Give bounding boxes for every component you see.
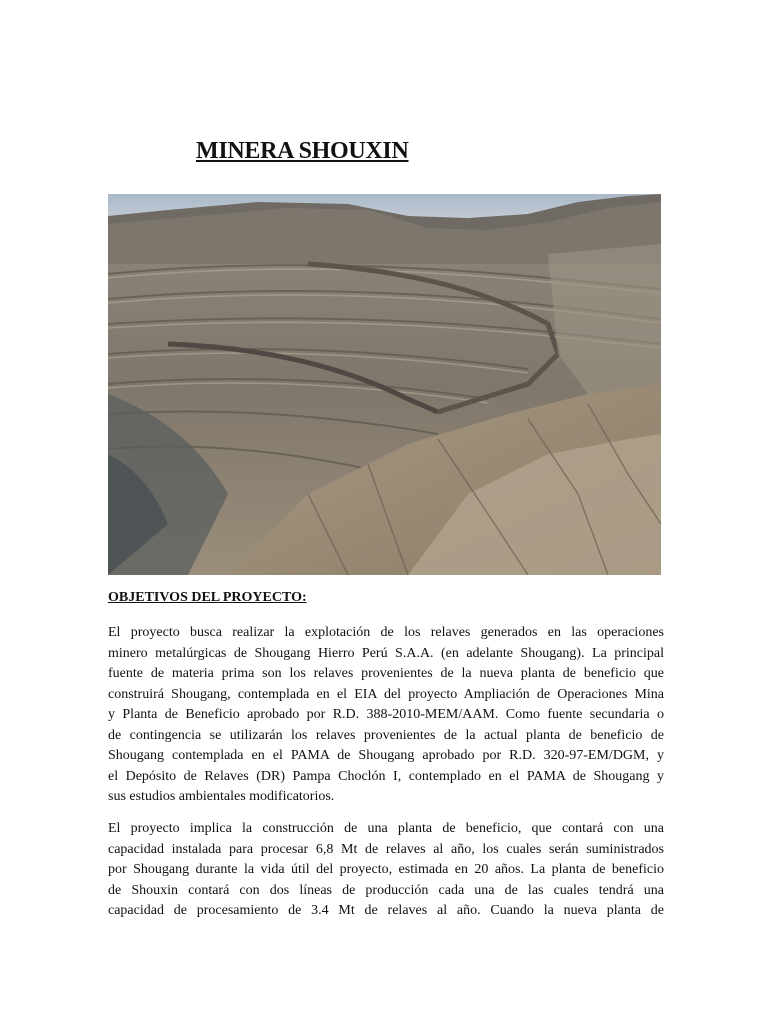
paragraph-line: por Shougang durante la vida útil del proyecto, estimada en 20 años. La planta de beneficio: [108, 862, 664, 877]
paragraph-line: El proyecto busca realizar la explotación de los relaves generados en las operaciones: [108, 625, 664, 640]
paragraph-line: El proyecto implica la construcción de una planta de beneficio, que contará con una: [108, 821, 664, 836]
paragraph-line: el Depósito de Relaves (DR) Pampa Choclón I, contemplado en el PAMA de Shougang y: [108, 768, 664, 784]
paragraph-line: capacidad de procesamiento de 3.4 Mt de relaves al año. Cuando la nueva planta de: [108, 903, 664, 918]
paragraph-line: sus estudios ambientales modificatorios.: [108, 789, 335, 804]
paragraph-line: capacidad instalada para procesar 6,8 Mt de relaves al año, los cuales serán suministrados: [108, 841, 664, 857]
paragraph-1: [108, 623, 664, 808]
paragraph-line: de Shouxin contará con dos líneas de producción cada una de las cuales tendrá una: [108, 882, 664, 898]
paragraph-line: fuente de materia prima son los relaves provenientes de la nueva planta de beneficio que: [108, 666, 664, 681]
paragraph-line: Shougang contemplada en el PAMA de Shougang aprobado por R.D. 320-97-EM/DGM, y: [108, 748, 664, 763]
paragraph-line: construirá Shougang, contemplada en el EIA del proyecto Ampliación de Operaciones Mina: [108, 686, 664, 702]
open-pit-mine-photo: [108, 194, 661, 575]
section-heading: OBJETIVOS DEL PROYECTO:: [108, 590, 307, 605]
paragraph-line: de contingencia se utilizarán los relaves provenientes de la actual planta de beneficio de: [108, 727, 664, 743]
paragraph-line: y Planta de Beneficio aprobado por R.D. 388-2010-MEM/AAM. Como fuente secundaria o: [108, 707, 664, 722]
document-title: MINERA SHOUXIN: [196, 138, 409, 164]
paragraph-2: [108, 819, 664, 922]
paragraph-line: minero metalúrgicas de Shougang Hierro Perú S.A.A. (en adelante Shougang). La principal: [108, 645, 664, 661]
